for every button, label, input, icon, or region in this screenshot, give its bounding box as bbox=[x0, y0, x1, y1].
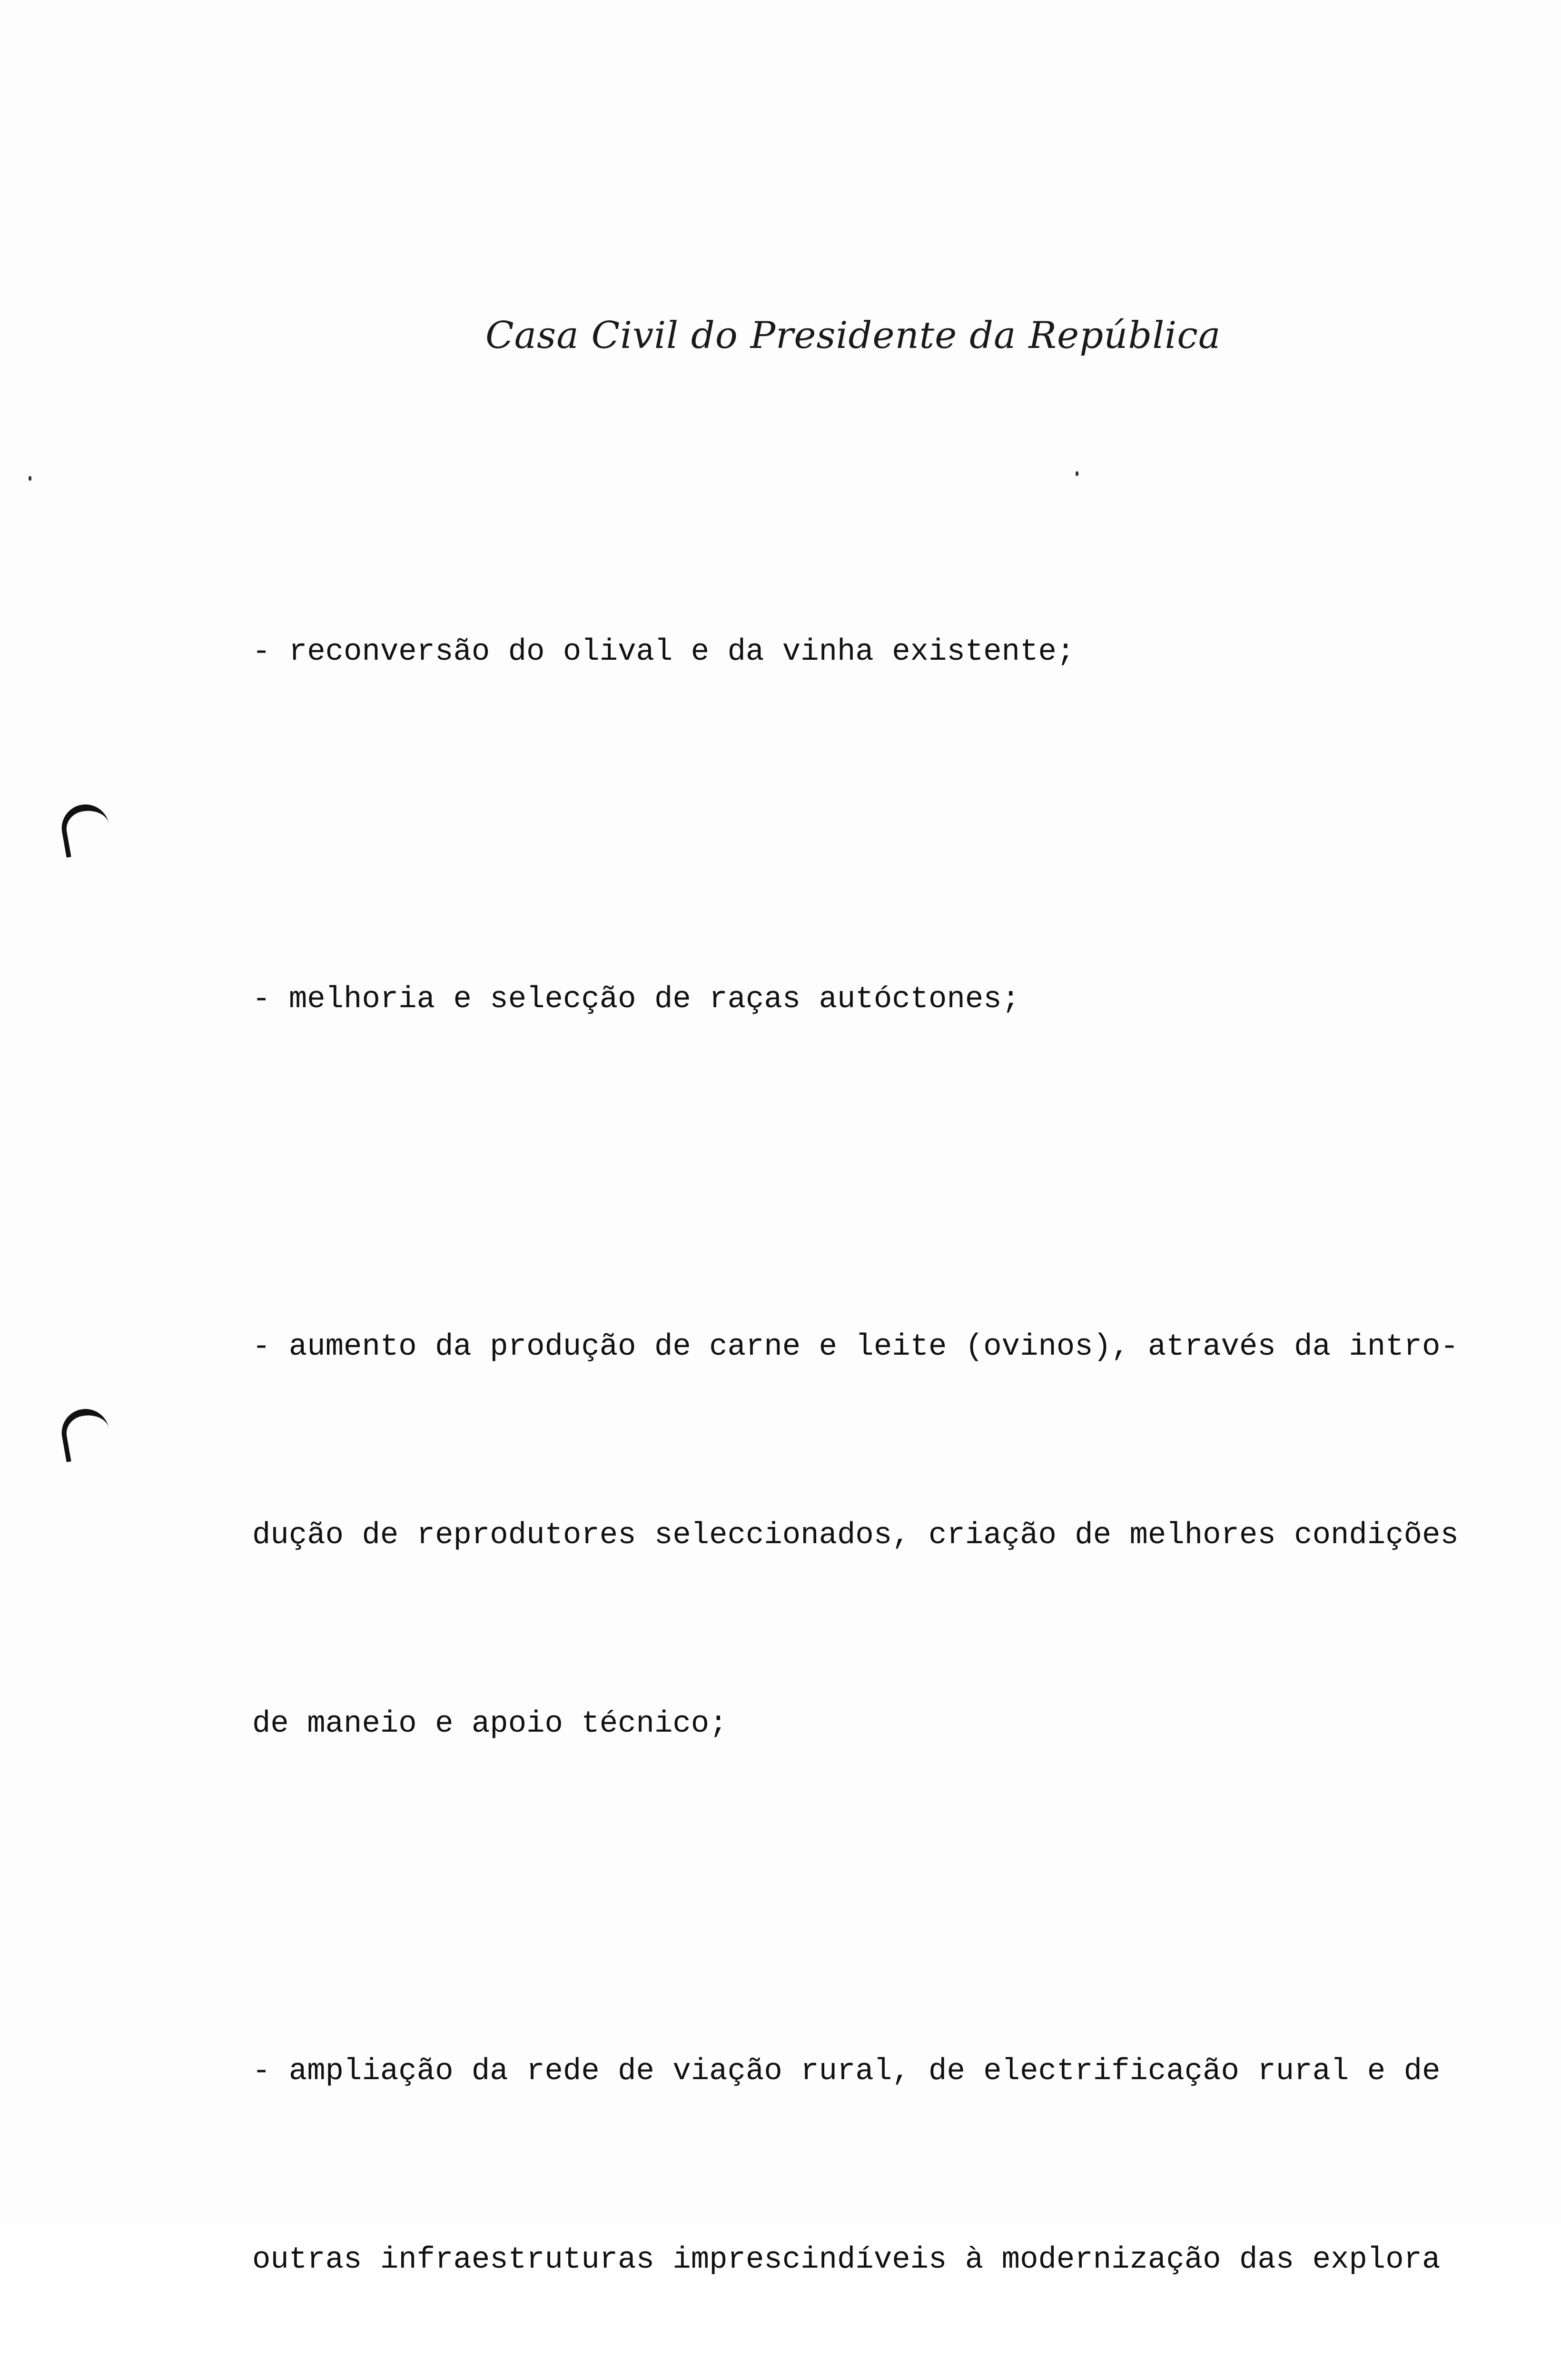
list-item bbox=[252, 1914, 1547, 2380]
scan-speck bbox=[1076, 471, 1078, 476]
text-line: - ampliação da rede de viação rural, de electrificação rural e de bbox=[252, 2054, 1441, 2089]
text-line: - melhoria e selecção de raças autóctones; bbox=[252, 982, 1020, 1017]
list-item bbox=[252, 495, 1547, 809]
letterhead-title: Casa Civil do Presidente da República bbox=[485, 314, 1221, 357]
text-line: de maneio e apoio técnico; bbox=[252, 1707, 728, 1741]
punch-hole-mark-bottom bbox=[58, 1405, 114, 1462]
text-line: dução de reprodutores seleccionados, criação de melhores condições bbox=[252, 1518, 1459, 1553]
list-item bbox=[252, 843, 1547, 1157]
text-line: - reconversão do olival e da vinha existente; bbox=[252, 635, 1075, 669]
scan-speck bbox=[29, 476, 31, 481]
text-line: outras infraestruturas imprescindíveis à modernização das explora bbox=[252, 2243, 1441, 2277]
list-item bbox=[252, 1190, 1547, 1881]
body-text bbox=[252, 495, 1547, 2380]
punch-hole-mark-top bbox=[58, 801, 114, 858]
text-line: - aumento da produção de carne e leite (ovinos), através da intro- bbox=[252, 1330, 1459, 1364]
